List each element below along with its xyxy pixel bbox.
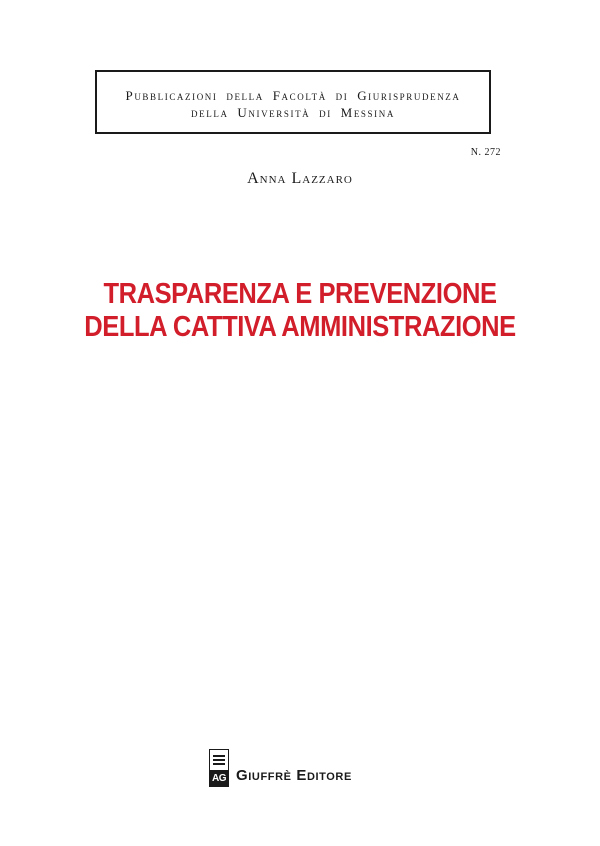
logo-emblem — [210, 750, 228, 771]
book-title — [36, 278, 564, 344]
series-title-line-2: della Università di Messina — [191, 105, 395, 120]
publisher — [209, 747, 352, 787]
book-title-line-2: DELLA CATTIVA AMMINISTRAZIONE — [84, 311, 516, 343]
series-box — [95, 70, 491, 134]
author-name: Anna Lazzaro — [247, 170, 353, 187]
series-number: N. 272 — [470, 147, 501, 158]
series-title-line-1: Pubblicazioni della Facoltà di Giurisprudenza — [125, 88, 461, 103]
publisher-logo-icon — [209, 749, 229, 787]
logo-initials: AG — [212, 773, 226, 784]
publisher-name: Giuffrè Editore — [236, 767, 352, 784]
book-title-line-1: TRASPARENZA E PREVENZIONE — [103, 278, 497, 310]
